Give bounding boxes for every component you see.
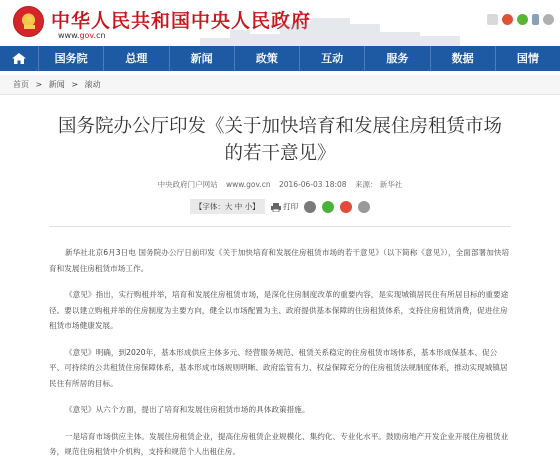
more-share-icon[interactable]	[358, 201, 370, 213]
article-paragraph: 一是培育市场供应主体。发展住房租赁企业，提高住房租赁企业规模化、集约化、专业化水平。鼓励房地产开发企业开展住房租赁业务，规范住房租赁中介机构，支持和规范个人出租住房。	[49, 431, 509, 456]
article-source: 中央政府门户网站	[157, 180, 218, 189]
print-button[interactable]: 打印	[271, 201, 298, 212]
nav-item-guoqing[interactable]: 国情	[495, 46, 560, 71]
breadcrumb-home-link[interactable]: 首页	[13, 80, 29, 89]
main-nav	[0, 46, 560, 71]
article-title: 国务院办公厅印发《关于加快培育和发展住房租赁市场的若干意见》	[57, 116, 502, 164]
article-tools	[49, 199, 511, 214]
wechat-share-icon[interactable]	[322, 201, 334, 213]
nav-item-xinwen[interactable]: 新闻	[169, 46, 234, 71]
nav-item-zhengce[interactable]: 政策	[234, 46, 299, 71]
article-origin: 来源： 新华社	[354, 180, 403, 189]
accessibility-icon[interactable]	[487, 14, 498, 25]
article	[0, 113, 560, 460]
header-tools	[487, 14, 554, 25]
breadcrumb-separator: >	[71, 80, 79, 89]
mobile-icon[interactable]	[532, 14, 539, 25]
nav-item-hudong[interactable]: 互动	[299, 46, 364, 71]
article-datetime: 2016-06-03 18:08	[278, 180, 347, 189]
home-icon	[11, 52, 27, 65]
site-header	[0, 0, 560, 46]
article-paragraph: 《意见》指出，实行购租并举，培育和发展住房租赁市场，是深化住房制度改革的重要内容，是实现城镇居民住有所居目标的重要途径。要以建立购租并举的住房制度为主要方向，健全以市场配置为主、政府提供基本保障的住房租赁体系，支持住房租赁消费，促进住房租赁市场健康发展。	[49, 290, 509, 330]
wechat-icon[interactable]	[517, 14, 528, 25]
search-icon[interactable]	[543, 14, 554, 25]
site-url: www.gov.cn	[58, 31, 106, 40]
skyline-decoration	[200, 0, 460, 46]
breadcrumb-separator: >	[35, 80, 43, 89]
article-body	[49, 245, 511, 460]
article-paragraph: 《意见》从六个方面，提出了培育和发展住房租赁市场的具体政策措施。	[65, 405, 310, 414]
nav-item-fuwu[interactable]: 服务	[364, 46, 429, 71]
print-icon	[271, 203, 281, 212]
breadcrumb-rolling-link[interactable]: 滚动	[84, 80, 101, 89]
article-paragraph: 新华社北京6月3日电 国务院办公厅日前印发《关于加快培育和发展住房租赁市场的若干意见》（以下简称《意见》），全面部署加快培育和发展住房租赁市场工作。	[49, 248, 510, 273]
breadcrumb-news-link[interactable]: 新闻	[48, 80, 65, 89]
weibo-icon[interactable]	[502, 14, 513, 25]
divider	[49, 226, 511, 227]
article-site: www.gov.cn	[226, 180, 271, 189]
nav-item-shuju[interactable]: 数据	[430, 46, 495, 71]
article-meta	[49, 179, 511, 190]
nav-item-zongli[interactable]: 总理	[103, 46, 168, 71]
share-icon[interactable]	[304, 201, 316, 213]
nav-home-button[interactable]	[0, 46, 38, 71]
font-size-selector[interactable]: 【字体：大 中 小】	[190, 199, 265, 214]
national-emblem-icon[interactable]	[13, 6, 44, 37]
article-paragraph: 《意见》明确，到2020年，基本形成供应主体多元、经营服务规范、租赁关系稳定的住房租赁市场体系，基本形成保基本、促公平、可持续的公共租赁住房保障体系，基本形成市场规则明晰、政府监管有力、权益保障充分的住房租赁法规制度体系，推动实现城镇居民住有所居的目标。	[49, 347, 508, 388]
nav-item-guowuyuan[interactable]: 国务院	[38, 46, 103, 71]
site-title[interactable]: 中华人民共和国中央人民政府	[51, 10, 312, 32]
weibo-share-icon[interactable]	[340, 201, 352, 213]
breadcrumb	[0, 75, 560, 95]
